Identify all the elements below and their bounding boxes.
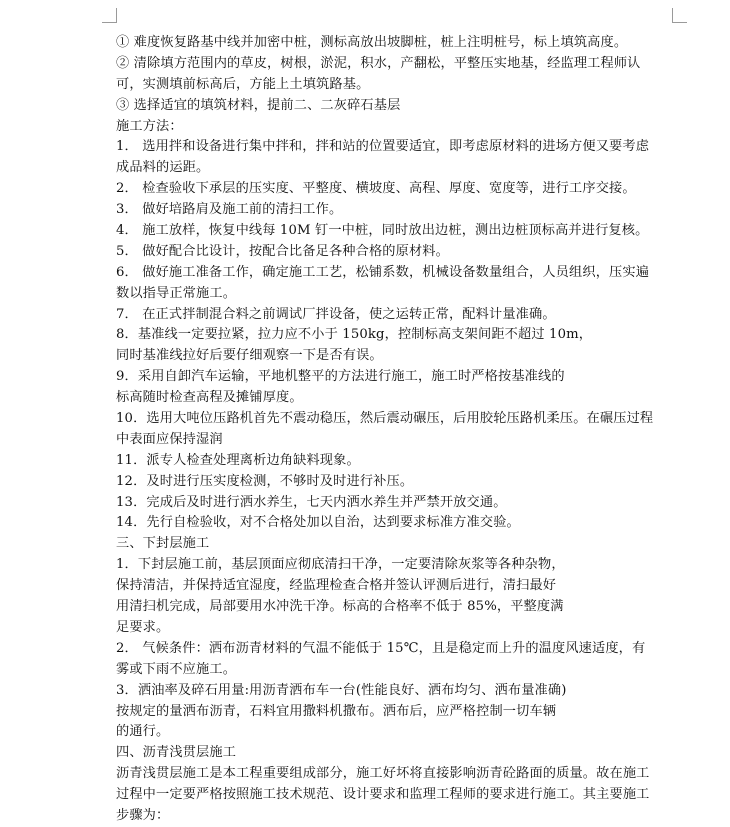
text-line: 雾或下雨不应施工。 — [116, 661, 237, 677]
text-line: 的通行。 — [116, 724, 170, 740]
text-line: 14．先行自检验收，对不合格处加以自治，达到要求标准方准交验。 — [116, 515, 520, 531]
section-heading: 四、沥青浅贯层施工 — [116, 745, 237, 761]
text-line: 可，实测填前标高后，方能上土填筑路基。 — [116, 76, 370, 92]
text-line: 1．下封层施工前，基层顶面应彻底清扫干净，一定要清除灰浆等各种杂物， — [116, 557, 565, 573]
section-heading: 施工方法： — [116, 118, 183, 134]
text-line: 3．洒油率及碎石用量:用沥青洒布车一台(性能良好、洒布均匀、洒布量准确) — [116, 682, 567, 698]
text-line: 2． 检查验收下承层的压实度、平整度、横坡度、高程、厚度、宽度等，进行工序交接。 — [116, 181, 636, 197]
text-line: 沥青浅贯层施工是本工程重要组成部分，施工好坏将直接影响沥青砼路面的质量。故在施工 — [116, 766, 650, 782]
text-line: 按规定的量洒布沥青，石料宜用撒料机撒布。洒布后，应严格控制一切车辆 — [116, 703, 557, 719]
text-line: 3． 做好培路肩及施工前的清扫工作。 — [116, 202, 343, 218]
text-line: 步骤为： — [116, 807, 170, 823]
text-line: 中表面应保持湿润 — [116, 431, 223, 447]
document-body — [116, 33, 676, 827]
text-line: 11．派专人检查处理离析边角缺料现象。 — [116, 452, 360, 468]
text-line: ① 难度恢复路基中线并加密中桩，测标高放出坡脚桩，桩上注明桩号，标上填筑高度。 — [116, 35, 628, 50]
margin-corner-mark-left — [102, 8, 117, 23]
text-line: 保持清洁，并保持适宜湿度，经监理检查合格并签认评测后进行，清扫最好 — [116, 578, 557, 594]
text-line: 2． 气候条件：洒布沥青材料的气温不能低于 15℃，且是稳定而上升的温度风速适度，有 — [116, 640, 646, 656]
text-line: 9．采用自卸汽车运输，平地机整平的方法进行施工，施工时严格按基准线的 — [116, 369, 565, 385]
margin-corner-mark-right — [672, 8, 687, 23]
text-line: 6． 做好施工准备工作，确定施工工艺，松铺系数，机械设备数量组合，人员组织，压实遍 — [116, 264, 650, 280]
section-heading: 三、下封层施工 — [116, 536, 210, 552]
text-line: 10．选用大吨位压路机首先不震动稳压，然后震动碾压，后用胶轮压路机柔压。在碾压过程 — [116, 411, 654, 427]
text-line: 成品料的运距。 — [116, 160, 210, 176]
text-line: 用清扫机完成，局部要用水冲洗干净。标高的合格率不低于 85%，平整度满 — [116, 599, 564, 615]
text-line: 标高随时检查高程及摊铺厚度。 — [116, 390, 303, 406]
text-line: ② 清除填方范围内的草皮，树根，淤泥，积水，产翻松，平整压实地基，经监理工程师认 — [116, 55, 641, 71]
text-line: 7． 在正式拌制混合料之前调试厂拌设备，使之运转正常，配料计量准确。 — [116, 306, 556, 322]
text-line: 8．基准线一定要拉紧，拉力应不小于 150kg，控制标高支架间距不超过 10m， — [116, 327, 593, 343]
text-line: 数以指导正常施工。 — [116, 285, 237, 301]
text-line: 过程中一定要严格按照施工技术规范、设计要求和监理工程师的要求进行施工。其主要施工 — [116, 787, 650, 803]
text-line: 同时基准线拉好后要仔细观察一下是否有误。 — [116, 348, 383, 364]
text-line: 5． 做好配合比设计，按配合比备足各种合格的原材料。 — [116, 243, 449, 259]
text-line: 足要求。 — [116, 619, 170, 635]
text-line: ③ 选择适宜的填筑材料，提前二、二灰碎石基层 — [116, 97, 401, 113]
text-line: 12．及时进行压实度检测，不够时及时进行补压。 — [116, 473, 414, 489]
text-line: 13．完成后及时进行洒水养生，七天内洒水养生并严禁开放交通。 — [116, 494, 507, 510]
text-line: 1． 选用拌和设备进行集中拌和，拌和站的位置要适宜，即考虑原材料的进场方便又要考虑 — [116, 139, 650, 155]
text-line: 4． 施工放样，恢复中线每 10M 钉一中桩，同时放出边桩，测出边桩顶标高并进行复核。 — [116, 223, 649, 239]
